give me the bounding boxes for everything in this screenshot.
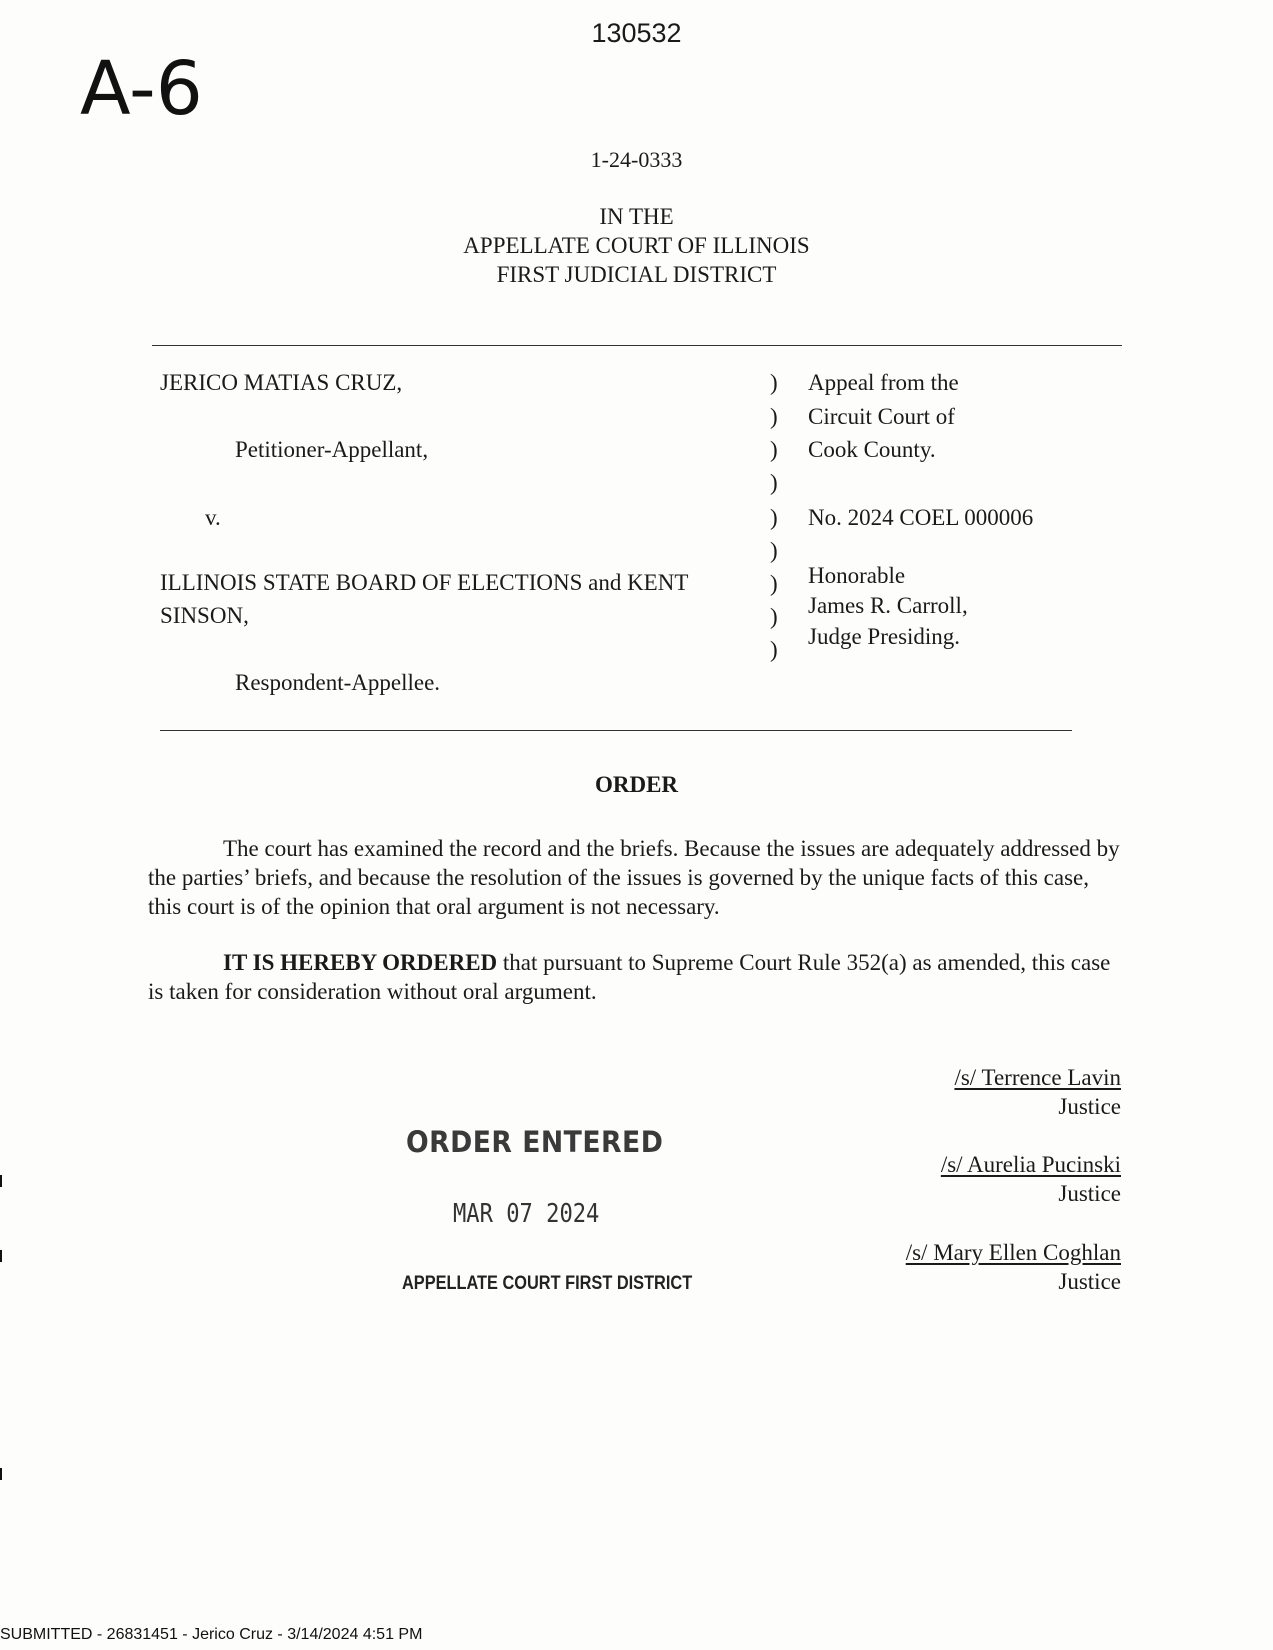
order-paragraph-2-text: that pursuant to Supreme Court Rule 352(a) as amended, this case is taken for consideration without oral argument. <box>148 950 1111 1004</box>
respondent-name-line2: SINSON, <box>160 603 249 628</box>
caption-paren: ) <box>770 538 778 563</box>
appeal-from-line3: Cook County. <box>808 437 936 462</box>
caption-paren: ) <box>770 404 778 429</box>
signature-name: /s/ Mary Ellen Coghlan <box>905 1240 1121 1265</box>
signature-title: Justice <box>1058 1269 1121 1294</box>
trial-case-number: No. 2024 COEL 000006 <box>808 505 1034 530</box>
respondent-role: Respondent-Appellee. <box>235 670 441 695</box>
caption-paren: ) <box>770 571 778 596</box>
stamp-date: MAR 07 2024 <box>453 1199 600 1229</box>
order-paragraph-1 <box>148 834 1123 921</box>
caption-paren: ) <box>770 637 778 662</box>
court-line-3: FIRST JUDICIAL DISTRICT <box>496 262 777 287</box>
caption-paren: ) <box>770 470 778 495</box>
judge-line2: James R. Carroll, <box>808 593 968 618</box>
petitioner-role: Petitioner-Appellant, <box>235 437 429 462</box>
caption-paren: ) <box>770 505 778 530</box>
order-entered-stamp: ORDER ENTERED <box>406 1125 664 1159</box>
versus: v. <box>205 505 221 530</box>
submission-footer: SUBMITTED - 26831451 - Jerico Cruz - 3/14/2024 4:51 PM <box>0 1626 423 1643</box>
caption-bottom-rule <box>160 730 1072 731</box>
order-paragraph-1-text: The court has examined the record and the briefs. Because the issues are adequately addressed by the parties’ briefs, and because the resolution of the issues is governed by the unique facts of this case, this court is of the opinion that oral argument is not necessary. <box>148 836 1120 919</box>
court-line-1: IN THE <box>599 204 674 229</box>
scan-edge-mark <box>0 1468 2 1480</box>
caption-paren: ) <box>770 437 778 462</box>
caption-paren: ) <box>770 370 778 395</box>
respondent-name-line1: ILLINOIS STATE BOARD OF ELECTIONS and KENT <box>160 570 689 595</box>
signature-title: Justice <box>1058 1181 1121 1206</box>
signature-name: /s/ Terrence Lavin <box>954 1065 1121 1090</box>
exhibit-label: A-6 <box>80 46 203 132</box>
scan-edge-mark <box>0 1250 2 1262</box>
document-number: 130532 <box>591 18 682 48</box>
signature-title: Justice <box>1058 1094 1121 1119</box>
appeal-from-line1: Appeal from the <box>808 370 959 395</box>
caption-top-rule <box>152 345 1122 346</box>
judge-line3: Judge Presiding. <box>808 624 961 649</box>
order-directive: IT IS HEREBY ORDERED <box>223 950 498 975</box>
signature-name: /s/ Aurelia Pucinski <box>940 1152 1121 1177</box>
appeal-from-line2: Circuit Court of <box>808 404 955 429</box>
case-number: 1-24-0333 <box>590 147 683 172</box>
stamp-court: APPELLATE COURT FIRST DISTRICT <box>402 1273 693 1294</box>
caption-paren: ) <box>770 604 778 629</box>
court-line-2: APPELLATE COURT OF ILLINOIS <box>463 233 810 258</box>
petitioner-name: JERICO MATIAS CRUZ, <box>160 370 403 395</box>
order-paragraph-2 <box>148 948 1123 1006</box>
order-heading: ORDER <box>594 772 679 797</box>
scan-edge-mark <box>0 1175 2 1187</box>
judge-line1: Honorable <box>808 563 906 588</box>
